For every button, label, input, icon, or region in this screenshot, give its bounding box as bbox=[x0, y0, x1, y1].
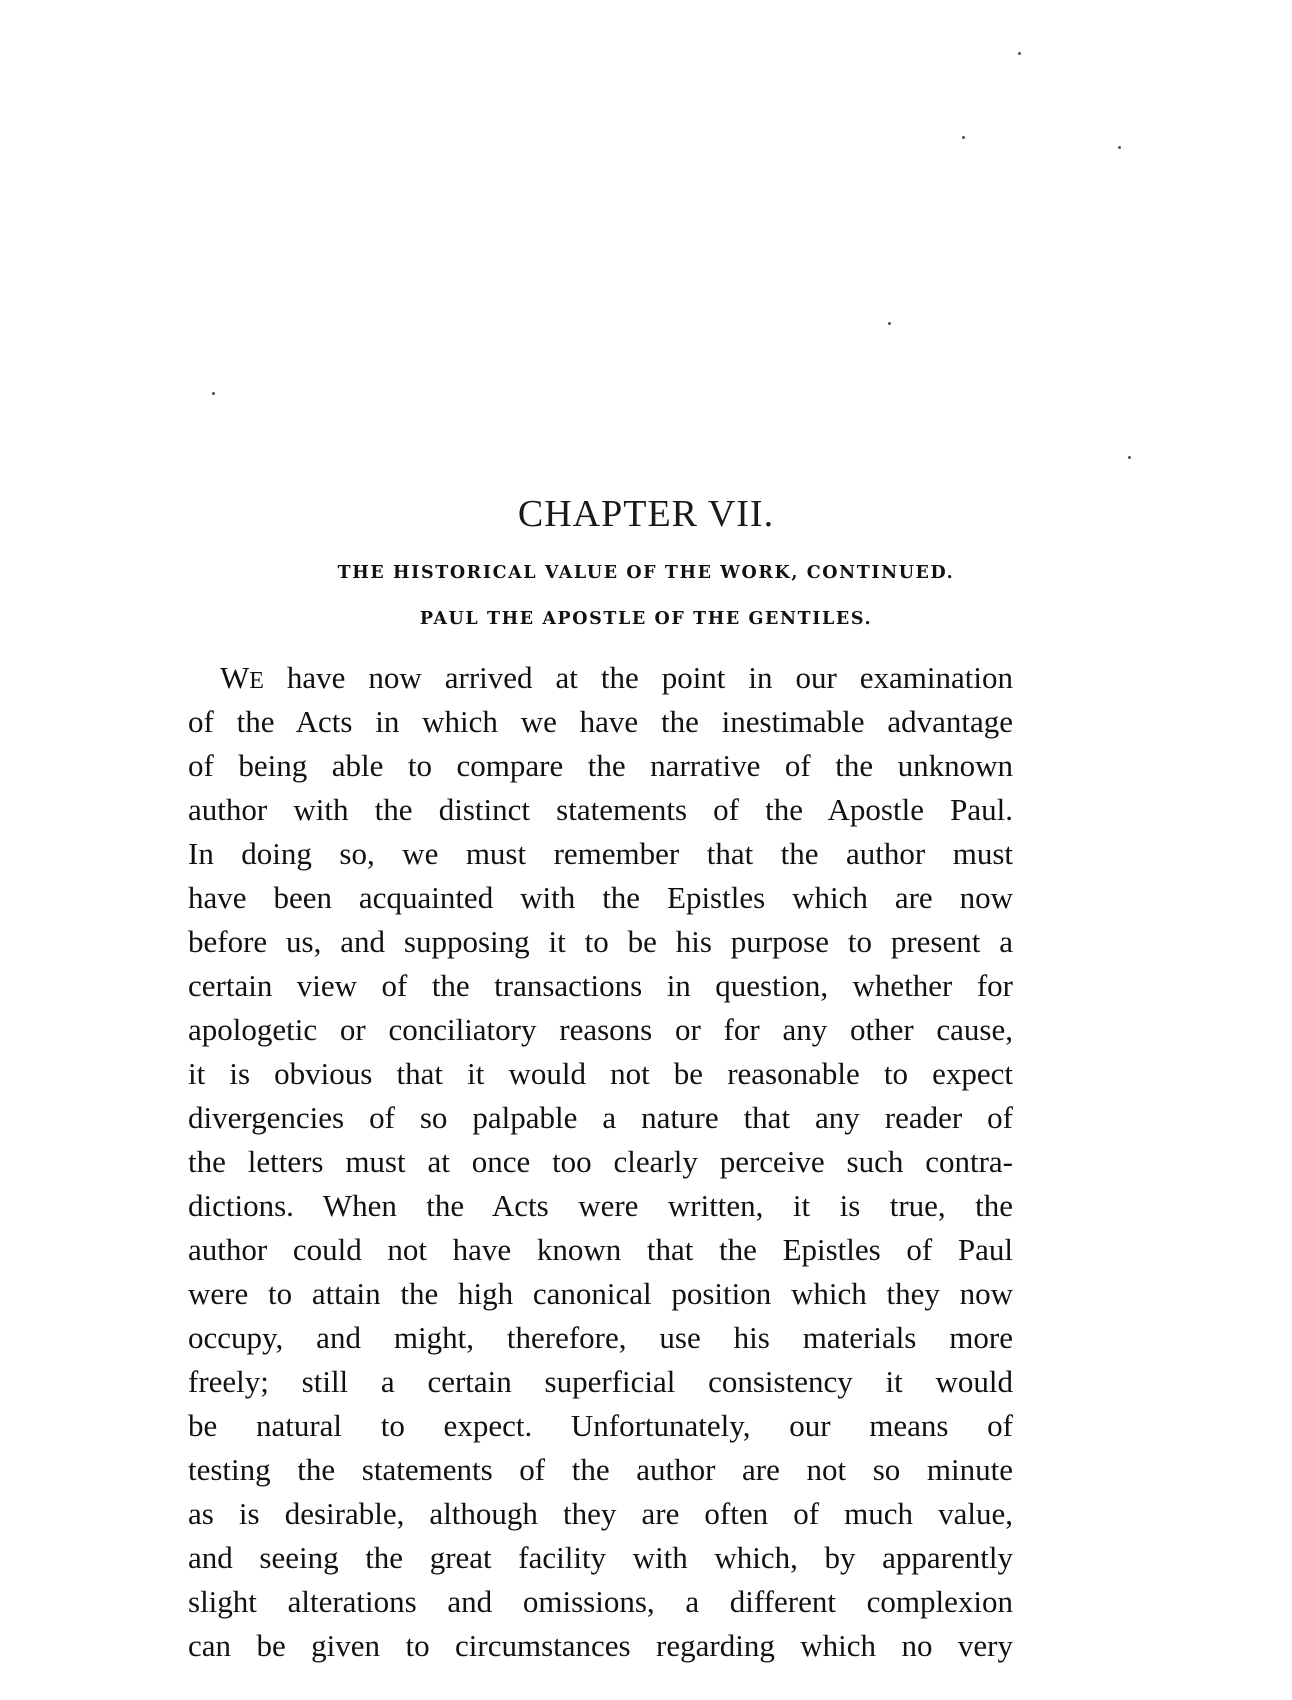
paragraph-line: apologetic or conciliatory reasons or for any other cause, bbox=[188, 1012, 1013, 1047]
paragraph-line: divergencies of so palpable a nature that any reader of bbox=[188, 1100, 1013, 1135]
paragraph-line: the letters must at once too clearly perceive such contra- bbox=[188, 1144, 1013, 1179]
paragraph-line: of being able to compare the narrative of the unknown bbox=[188, 748, 1013, 783]
scan-speck bbox=[212, 392, 215, 395]
chapter-subtitle: THE HISTORICAL VALUE OF THE WORK, CONTINUED. bbox=[337, 563, 955, 583]
paragraph-line: before us, and supposing it to be his purpose to present a bbox=[188, 924, 1013, 959]
paragraph-line: certain view of the transactions in question, whether for bbox=[188, 968, 1013, 1003]
scan-speck bbox=[1018, 52, 1021, 55]
paragraph-line: have been acquainted with the Epistles which are now bbox=[188, 880, 1013, 915]
paragraph-line: were to attain the high canonical position which they now bbox=[188, 1276, 1013, 1311]
paragraph-line: author with the distinct statements of the Apostle Paul. bbox=[188, 792, 1013, 827]
paragraph-line: as is desirable, although they are often of much value, bbox=[188, 1496, 1013, 1531]
body-paragraph bbox=[188, 656, 1013, 1668]
paragraph-line: freely; still a certain superficial consistency it would bbox=[188, 1364, 1013, 1399]
dropcap-smallcap: E bbox=[249, 668, 264, 694]
paragraph-line: and seeing the great facility with which, by apparently bbox=[188, 1540, 1013, 1575]
paragraph-line: it is obvious that it would not be reasonable to expect bbox=[188, 1056, 1013, 1091]
scan-speck bbox=[962, 136, 965, 139]
paragraph-line: testing the statements of the author are not so minute bbox=[188, 1452, 1013, 1487]
scan-speck bbox=[1128, 456, 1131, 459]
paragraph-line: slight alterations and omissions, a different complexion bbox=[188, 1584, 1013, 1619]
paragraph-line: occupy, and might, therefore, use his materials more bbox=[188, 1320, 1013, 1355]
scan-speck bbox=[1118, 146, 1121, 149]
paragraph-line: of the Acts in which we have the inestimable advantage bbox=[188, 704, 1013, 739]
chapter-title: CHAPTER VII. bbox=[517, 493, 775, 535]
paragraph-line: can be given to circumstances regarding which no very bbox=[188, 1628, 1013, 1663]
first-line-text: have now arrived at the point in our examination bbox=[263, 660, 1013, 695]
paragraph-line: be natural to expect. Unfortunately, our means of bbox=[188, 1408, 1013, 1443]
paragraph-line bbox=[188, 656, 1013, 700]
scan-speck bbox=[888, 322, 891, 325]
paragraph-line: In doing so, we must remember that the author must bbox=[188, 836, 1013, 871]
paragraph-line: author could not have known that the Epistles of Paul bbox=[188, 1232, 1013, 1267]
chapter-subtitle-second-line: PAUL THE APOSTLE OF THE GENTILES. bbox=[419, 609, 873, 629]
dropcap: W bbox=[220, 660, 250, 695]
paragraph-line: dictions. When the Acts were written, it is true, the bbox=[188, 1188, 1013, 1223]
